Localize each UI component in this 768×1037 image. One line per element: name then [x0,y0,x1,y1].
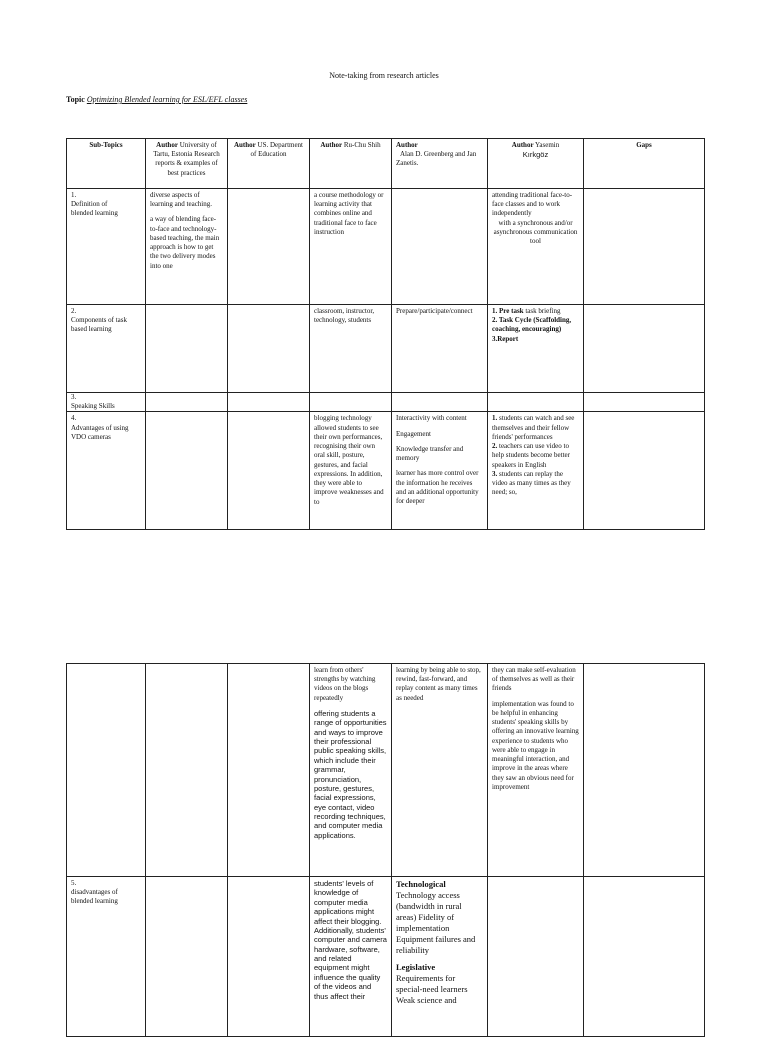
table-row-advantages-continued [67,664,705,877]
cell-gaps [584,393,705,412]
cell-author-5: 1. students can watch and see themselves and their fellow friends' performances 2. teachers can use video to help students become better speakers in English 3. students can replay the video as many times as they need; so, [488,412,584,530]
notes-table-part-1 [66,138,705,530]
cell-author-3: blogging technology allowed students to see their own performances, recognising their own oral skill, posture, gestures, and facial expressions. In addition, they were able to improve weaknesses and to [310,412,392,530]
cell-author-3: learn from others' strengths by watching videos on the blogs repeatedly offering students a range of opportunities and ways to improve their professional public speaking skills, which include their grammar, pronunciation, posture, gestures, facial expressions, eye contact, video recording techniques, and computer media applications. [310,664,392,877]
header-gaps: Gaps [584,139,705,189]
cell-author-4: Prepare/participate/connect [392,305,488,393]
cell-author-5 [488,877,584,1037]
cell-gaps [584,412,705,530]
cell-author-5: 1. Pre task task briefing 2. Task Cycle (Scaffolding, coaching, encouraging) 3.Report [488,305,584,393]
cell-author-2 [228,412,310,530]
cell-author-2 [228,305,310,393]
cell-gaps [584,877,705,1037]
document-title: Note-taking from research articles [329,71,439,80]
header-author-2: Author US. Department of Education [228,139,310,189]
cell-author-4 [392,393,488,412]
cell-author-4: Interactivity with content Engagement Knowledge transfer and memory learner has more control over the information he receives and an additional opportunity for deeper [392,412,488,530]
header-author-3: Author Ru-Chu Shih [310,139,392,189]
topic-label: Topic [66,95,85,104]
cell-author-1 [146,305,228,393]
table-row-disadvantages [67,877,705,1037]
cell-author-2 [228,877,310,1037]
cell-gaps [584,664,705,877]
cell-author-3: a course methodology or learning activity that combines online and traditional face to face instruction [310,189,392,305]
topic-text: Optimizing Blended learning for ESL/EFL classes [86,95,248,104]
cell-author-3: students' levels of knowledge of computer media applications might affect their blogging. Additionally, students' computer and camera hardware, software, and related equipment might influence the quality of the videos and thus affect their [310,877,392,1037]
cell-author-5: they can make self-evaluation of themselves as well as their friends implementation was found to be helpful in enhancing students' speaking skills by offering an innovative learning experience to students who were able to engage in meaningful interaction, and improve in the areas where they saw an obvious need for improvement [488,664,584,877]
cell-author-3 [310,393,392,412]
cell-author-4: Technological Technology access (bandwidth in rural areas) Fidelity of implementation Equipment failures and reliability Legislative Requirements for special-need learners Weak science and [392,877,488,1037]
subtopic-cell: 5.disadvantages of blended learning [67,877,146,1037]
cell-gaps [584,189,705,305]
cell-author-2 [228,664,310,877]
subtopic-cell: 4.Advantages of using VDO cameras [67,412,146,530]
cell-author-5: attending traditional face-to-face classes and to work independently with a synchronous and/or asynchronous communication tool [488,189,584,305]
header-author-5: Author Yasemin Kırkgöz [488,139,584,189]
header-subtopics: Sub-Topics [67,139,146,189]
cell-author-5 [488,393,584,412]
cell-author-2 [228,393,310,412]
cell-author-1: diverse aspects of learning and teaching. a way of blending face-to-face and technology-based teaching, the main approach is how to get the two delivery modes into one [146,189,228,305]
cell-author-4 [392,189,488,305]
table-row-components [67,305,705,393]
notes-table-part-2 [66,663,705,1037]
header-author-4: Author Alan D. Greenberg and Jan Zanetis. [392,139,488,189]
header-author-1: Author University of Tartu, Estonia Research reports & examples of best practices [146,139,228,189]
cell-author-1 [146,412,228,530]
topic-line [66,95,247,104]
subtopic-cell [67,664,146,877]
subtopic-cell: 3.Speaking Skills [67,393,146,412]
cell-author-2 [228,189,310,305]
table-row-advantages [67,412,705,530]
subtopic-cell: 2.Components of task based learning [67,305,146,393]
subtopic-cell: 1.Definition of blended learning [67,189,146,305]
cell-author-4: learning by being able to stop, rewind, fast-forward, and replay content as many times as needed [392,664,488,877]
cell-author-1 [146,393,228,412]
table-row-speaking-skills [67,393,705,412]
cell-gaps [584,305,705,393]
table-header-row [67,139,705,189]
cell-author-3: classroom, instructor, technology, students [310,305,392,393]
cell-author-1 [146,664,228,877]
cell-author-1 [146,877,228,1037]
table-row-definition [67,189,705,305]
